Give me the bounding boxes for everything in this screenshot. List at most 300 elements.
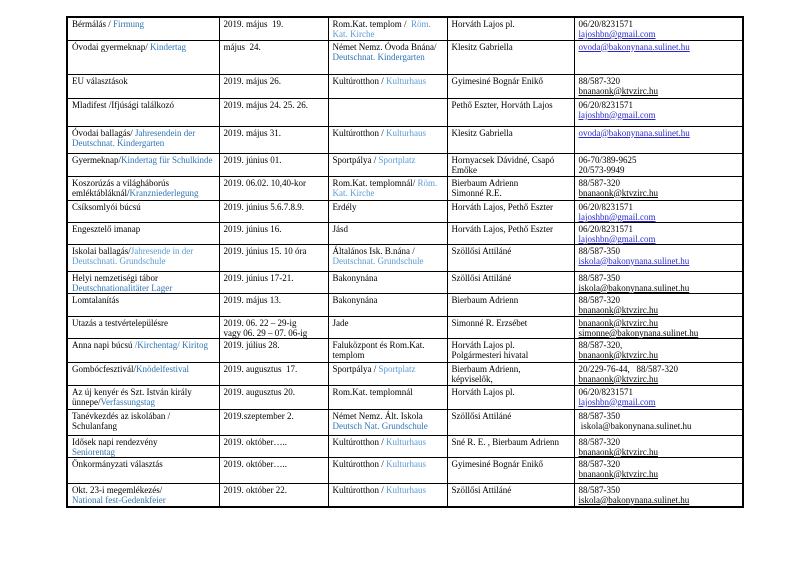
text-segment: Deutsch Nat. Grundschule — [332, 420, 428, 431]
table-cell — [67, 338, 219, 362]
cell-line — [333, 246, 445, 266]
text-segment: Kindertag — [149, 41, 186, 52]
cell-line — [333, 19, 445, 39]
cell-line — [452, 128, 572, 138]
email-link[interactable]: bnanaonk@ktvzirc.hu — [578, 187, 659, 198]
text-segment: 88/587-320 — [578, 177, 620, 188]
cell-line — [452, 387, 572, 397]
email-link[interactable]: iskola@bakonynana.sulinet.hu — [578, 255, 690, 266]
cell-line — [333, 437, 445, 447]
table-cell — [447, 153, 574, 176]
cell-line — [72, 295, 217, 305]
cell-line — [579, 256, 741, 266]
text-segment: 06/20/8231571 — [578, 223, 634, 234]
text-segment: Jahresendein der Deutschnat. Kindergarten — [72, 127, 198, 148]
email-link[interactable]: ovoda@bakonynana.sulinet.hu — [578, 41, 690, 52]
table-cell — [219, 153, 328, 176]
text-segment: 06/20/8231571 — [578, 201, 634, 212]
text-segment: Okt. 23-i megemlékezés/ — [72, 484, 163, 495]
table-cell — [219, 200, 328, 222]
text-segment: 2019. 06.02. 10,40-kor — [223, 177, 306, 188]
table-row — [67, 457, 743, 483]
text-segment: 20/229-76-44, 88/587-320 — [578, 363, 678, 374]
text-segment: Kulturhaus — [386, 436, 426, 447]
table-row — [67, 98, 743, 126]
table-cell — [447, 293, 574, 316]
table-cell — [574, 293, 743, 316]
cell-line — [452, 485, 572, 495]
table-cell — [67, 409, 219, 435]
text-segment: 88/587-350 — [578, 245, 620, 256]
table-cell — [219, 244, 328, 271]
cell-line — [452, 155, 572, 175]
text-segment: Sportplatz — [378, 154, 416, 165]
cell-line — [579, 469, 741, 479]
table-cell — [328, 17, 447, 40]
table-cell — [219, 385, 328, 409]
text-segment: Horváth Lajos pl. — [451, 339, 515, 350]
text-segment: 88/587-350 — [578, 272, 620, 283]
table-cell — [447, 176, 574, 200]
cell-line — [452, 374, 572, 384]
table-cell — [328, 126, 447, 153]
table-cell — [447, 338, 574, 362]
table-row — [67, 17, 743, 40]
text-segment: 88/587-320 — [578, 75, 620, 86]
text-segment: Kultúrotthon / — [332, 436, 386, 447]
text-segment: Kultúrotthon / — [332, 484, 386, 495]
table-cell — [447, 362, 574, 385]
text-segment: 2019. június 15. 10 óra — [223, 245, 307, 256]
table-cell — [328, 338, 447, 362]
text-segment: Kultúrotthon / — [332, 75, 386, 86]
text-segment: 2019. 06. 22 – 29-ig — [223, 317, 297, 328]
cell-line — [224, 273, 326, 283]
text-segment: Rom.Kat. templomnál/ — [332, 177, 418, 188]
email-link[interactable]: bnanaonk@ktvzirc.hu — [578, 468, 659, 479]
table-cell — [67, 200, 219, 222]
cell-line — [579, 305, 741, 315]
cell-line — [579, 178, 741, 188]
text-segment: képviselők, — [451, 373, 493, 384]
text-segment: Seniorentag — [72, 446, 115, 457]
table-cell — [219, 362, 328, 385]
table-row — [67, 483, 743, 507]
table-cell — [219, 457, 328, 483]
table-cell — [328, 74, 447, 98]
table-row — [67, 409, 743, 435]
text-segment: Röm. Kat. Kirche — [332, 19, 434, 39]
text-segment: Verfassungstag — [100, 396, 155, 407]
table-cell — [219, 74, 328, 98]
table-cell — [67, 98, 219, 126]
cell-line — [224, 178, 326, 188]
text-segment: 88/587-320 — [578, 436, 620, 447]
table-cell — [328, 200, 447, 222]
text-segment: Csíksomlyói búcsú — [72, 201, 141, 212]
cell-line — [224, 295, 326, 305]
cell-line — [579, 224, 741, 234]
text-segment: Bierbaum Adrienn, — [451, 363, 521, 374]
cell-line — [579, 411, 741, 421]
cell-line — [72, 19, 217, 29]
cell-line — [224, 76, 326, 86]
table-row — [67, 435, 743, 457]
cell-line — [579, 29, 741, 39]
table-cell — [447, 316, 574, 338]
text-segment: Simonné R.E. — [451, 187, 502, 198]
text-segment: Kranzniederlegung — [129, 187, 199, 198]
cell-line — [579, 42, 741, 52]
text-segment: Kulturhaus — [386, 127, 426, 138]
table-cell — [67, 153, 219, 176]
table-cell — [328, 222, 447, 244]
cell-line — [72, 411, 217, 431]
cell-line — [452, 318, 572, 328]
table-cell — [574, 74, 743, 98]
table-cell — [328, 244, 447, 271]
table-cell — [219, 98, 328, 126]
email-link[interactable]: iskola@bakonynana.sulinet.hu — [578, 494, 690, 505]
cell-line — [452, 19, 572, 29]
text-segment: Idősek napi rendezvény — [72, 436, 158, 447]
cell-line — [224, 19, 326, 29]
cell-line — [333, 224, 445, 234]
text-segment: Kultúrotthon / — [332, 127, 386, 138]
email-link[interactable]: bnanaonk@ktvzirc.hu — [578, 373, 659, 384]
cell-line — [333, 128, 445, 138]
cell-line — [452, 224, 572, 234]
text-segment: Jade — [332, 317, 349, 328]
cell-line — [72, 318, 217, 328]
email-link[interactable]: lajoshbn@gmail.com — [578, 233, 656, 244]
table-cell — [67, 126, 219, 153]
text-segment: Óvodai ballagás/ — [72, 127, 135, 138]
cell-line — [579, 212, 741, 222]
table-cell — [219, 17, 328, 40]
cell-line — [452, 42, 572, 52]
cell-line — [72, 485, 217, 495]
table-cell — [219, 435, 328, 457]
text-segment: május 24. — [223, 41, 261, 52]
table-cell — [328, 153, 447, 176]
cell-line — [579, 155, 741, 165]
cell-line — [333, 202, 445, 212]
text-segment: Gyermeknap/ — [72, 154, 121, 165]
email-link[interactable]: bnanaonk@ktvzirc.hu — [578, 317, 659, 328]
table-cell — [219, 316, 328, 338]
table-cell — [574, 316, 743, 338]
text-segment: 06/20/8231571 — [578, 19, 634, 29]
text-segment: Sné R. E. , Bierbaum Adrienn — [451, 436, 559, 447]
text-segment: 88/587-350 — [578, 484, 620, 495]
text-segment: Szöllősi Attiláné — [451, 245, 512, 256]
text-segment: Bakonynána — [332, 272, 378, 283]
table-cell — [574, 457, 743, 483]
table-cell — [219, 126, 328, 153]
table-cell — [67, 316, 219, 338]
table-cell — [67, 385, 219, 409]
table-cell — [447, 435, 574, 457]
text-segment: Horváth Lajos, Pethő Eszter — [451, 223, 553, 234]
email-link[interactable]: bnanaonk@ktvzirc.hu — [578, 85, 659, 96]
events-table-body — [67, 17, 743, 507]
cell-line — [72, 437, 217, 447]
email-link[interactable]: iskola@bakonynana.sulinet.hu — [578, 282, 690, 293]
cell-line — [579, 110, 741, 120]
table-cell — [574, 338, 743, 362]
table-cell — [574, 126, 743, 153]
cell-line — [579, 165, 741, 175]
table-cell — [574, 385, 743, 409]
cell-line — [452, 437, 572, 447]
text-segment: Iskolai ballagás/ — [72, 245, 131, 256]
cell-line — [579, 76, 741, 86]
table-cell — [328, 435, 447, 457]
email-link[interactable]: bnanaonk@ktvzirc.hu — [578, 304, 659, 315]
text-segment: Polgármesteri hivatal — [451, 349, 529, 360]
text-segment: Kulturhaus — [386, 75, 426, 86]
text-segment: 2019. augusztus 20. — [223, 386, 295, 397]
table-cell — [574, 200, 743, 222]
cell-line — [333, 42, 445, 62]
text-segment: 2019. augusztus 17. — [223, 363, 298, 374]
text-segment: Hornyacsek Dávidné, Csapó Emőke — [451, 154, 557, 175]
text-segment: 06-70/389-9625 — [578, 154, 637, 165]
text-segment: 2019. június 5.6.7.8.9. — [223, 201, 305, 212]
text-segment: Kulturhaus — [386, 458, 426, 469]
table-cell — [447, 457, 574, 483]
text-segment: Szöllősi Attiláné — [451, 410, 512, 421]
table-cell — [447, 98, 574, 126]
text-segment: Gyimesiné Bognár Enikő — [451, 75, 543, 86]
text-segment: Engesztelő imanap — [72, 223, 141, 234]
cell-line — [224, 364, 326, 374]
cell-line — [224, 42, 326, 52]
text-segment: Német Nemz. Óvoda Bnána/ — [332, 41, 439, 52]
cell-line — [579, 374, 741, 384]
text-segment: Deutschnat. Grundschule — [332, 255, 424, 266]
cell-line — [333, 340, 445, 360]
table-cell — [574, 244, 743, 271]
cell-line — [224, 437, 326, 447]
table-cell — [447, 222, 574, 244]
cell-line — [72, 178, 217, 198]
cell-line — [333, 387, 445, 397]
table-cell — [447, 409, 574, 435]
email-link[interactable]: ovoda@bakonynana.sulinet.hu — [578, 127, 690, 138]
cell-line — [333, 273, 445, 283]
table-cell — [67, 176, 219, 200]
text-segment: 2019. május 24. 25. 26. — [223, 99, 308, 110]
email-link[interactable]: lajoshbn@gmail.com — [578, 109, 656, 120]
table-cell — [574, 222, 743, 244]
table-cell — [67, 457, 219, 483]
text-segment: /Kirchentag/ Kiritog — [134, 339, 208, 350]
text-segment: Horváth Lajos, Pethő Eszter — [451, 201, 553, 212]
table-cell — [67, 362, 219, 385]
text-segment: EU választások — [72, 75, 128, 86]
table-cell — [447, 483, 574, 507]
text-segment: iskola@bakonynana.sulinet.hu — [578, 420, 692, 431]
cell-line — [452, 76, 572, 86]
table-cell — [328, 409, 447, 435]
text-segment: Szöllősi Attiláné — [451, 484, 512, 495]
text-segment: Sportpálya / — [332, 154, 379, 165]
cell-line — [452, 246, 572, 256]
cell-line — [452, 350, 572, 360]
table-cell — [67, 271, 219, 293]
table-row — [67, 385, 743, 409]
text-segment: 88/587-320, — [578, 339, 623, 350]
cell-line — [579, 387, 741, 397]
cell-line — [333, 459, 445, 469]
cell-line — [452, 364, 572, 374]
table-cell — [447, 385, 574, 409]
table-row — [67, 222, 743, 244]
cell-line — [579, 86, 741, 96]
table-cell — [219, 293, 328, 316]
cell-line — [224, 246, 326, 256]
cell-line — [579, 202, 741, 212]
table-cell — [447, 200, 574, 222]
text-segment: Sportpálya / — [332, 363, 379, 374]
text-segment: Koszorúzás a világháborús emléktábláknál/ — [72, 177, 172, 198]
text-segment: Bierbaum Adrienn — [451, 294, 519, 305]
text-segment: Helyi nemzetiségi tábor — [72, 272, 158, 283]
text-segment: 20/573-9949 — [578, 164, 625, 175]
text-segment: Gyimesiné Bognár Enikő — [451, 458, 543, 469]
cell-line — [224, 459, 326, 469]
text-segment: 2019. május 13. — [223, 294, 281, 305]
text-segment: 2019. június 16. — [223, 223, 282, 234]
cell-line — [333, 318, 445, 328]
cell-line — [452, 100, 572, 110]
table-cell — [67, 222, 219, 244]
text-segment: Simonné R. Erzsébet — [451, 317, 528, 328]
table-cell — [574, 17, 743, 40]
cell-line — [224, 100, 326, 110]
cell-line — [224, 202, 326, 212]
cell-line — [579, 318, 741, 328]
table-cell — [328, 362, 447, 385]
email-link[interactable]: simonne@bakonynana.sulinet.hu — [578, 327, 699, 338]
cell-line — [333, 364, 445, 374]
cell-line — [72, 283, 217, 293]
text-segment: Erdély — [332, 201, 357, 212]
text-segment: Anna napi búcsú — [72, 339, 135, 350]
table-cell — [328, 40, 447, 74]
text-segment: Horváth Lajos pl. — [451, 19, 515, 29]
cell-line — [72, 447, 217, 457]
text-segment: Deutschnationalitäter Lager — [72, 282, 173, 293]
cell-line — [452, 178, 572, 188]
cell-line — [333, 485, 445, 495]
cell-line — [452, 459, 572, 469]
text-segment: 06/20/8231571 — [578, 386, 634, 397]
text-segment: Tanévkezdés az iskolában / Schulanfang — [72, 410, 173, 431]
table-row — [67, 293, 743, 316]
cell-line — [72, 387, 217, 407]
cell-line — [579, 364, 741, 374]
cell-line — [579, 295, 741, 305]
cell-line — [72, 364, 217, 374]
cell-line — [579, 188, 741, 198]
table-row — [67, 40, 743, 74]
cell-line — [579, 19, 741, 29]
cell-line — [224, 340, 326, 350]
table-row — [67, 362, 743, 385]
cell-line — [452, 411, 572, 421]
text-segment: 2019. május 26. — [223, 75, 281, 86]
email-link[interactable]: lajoshbn@gmail.com — [578, 211, 656, 222]
table-cell — [328, 457, 447, 483]
email-link[interactable]: bnanaonk@ktvzirc.hu — [578, 349, 659, 360]
email-link[interactable]: lajoshbn@gmail.com — [578, 396, 656, 407]
text-segment: 06/20/8231571 — [578, 99, 634, 110]
text-segment: Bierbaum Adrienn — [451, 177, 519, 188]
table-row — [67, 176, 743, 200]
cell-line — [579, 459, 741, 469]
email-link[interactable]: bnanaonk@ktvzirc.hu — [578, 446, 659, 457]
cell-line — [452, 202, 572, 212]
cell-line — [72, 459, 217, 469]
table-cell — [219, 271, 328, 293]
text-segment: Kultúrotthon / — [332, 458, 386, 469]
cell-line — [579, 283, 741, 293]
cell-line — [224, 485, 326, 495]
cell-line — [224, 128, 326, 138]
text-segment: Utazás a testvértelepülésre — [72, 317, 168, 328]
table-cell — [574, 362, 743, 385]
cell-line — [224, 155, 326, 165]
table-row — [67, 271, 743, 293]
text-segment: Rom.Kat. templomnál — [332, 386, 413, 397]
text-segment: 88/587-320 — [578, 294, 620, 305]
email-link[interactable]: lajoshbn@gmail.com — [578, 29, 656, 39]
text-segment: Sportplatz — [378, 363, 416, 374]
text-segment: 2019. június 17-21. — [223, 272, 294, 283]
cell-line — [579, 328, 741, 338]
text-segment: Kindertag für Schulkinde — [120, 154, 213, 165]
cell-line — [72, 495, 217, 505]
table-cell — [447, 126, 574, 153]
cell-line — [452, 340, 572, 350]
text-segment: Rom.Kat. templom / — [332, 19, 411, 29]
text-segment: Lomtalanítás — [72, 294, 119, 305]
events-table — [66, 16, 744, 508]
table-cell — [574, 40, 743, 74]
text-segment: 2019. október….. — [223, 436, 287, 447]
text-segment: 88/587-320 — [578, 458, 620, 469]
cell-line — [579, 350, 741, 360]
text-segment: 2019. május 19. — [223, 19, 284, 29]
table-row — [67, 126, 743, 153]
table-cell — [219, 409, 328, 435]
text-segment: Általános Isk. B.nána / — [332, 245, 417, 256]
text-segment: 2019. október 22. — [223, 484, 287, 495]
table-cell — [328, 271, 447, 293]
text-segment: Firmung — [113, 19, 145, 29]
table-cell — [67, 40, 219, 74]
table-cell — [67, 244, 219, 271]
table-row — [67, 244, 743, 271]
text-segment: Horváth Lajos pl. — [451, 386, 515, 397]
text-segment: 88/587-350 — [578, 410, 620, 421]
cell-line — [72, 224, 217, 234]
table-cell — [219, 483, 328, 507]
text-segment: Bakonynána — [332, 294, 378, 305]
